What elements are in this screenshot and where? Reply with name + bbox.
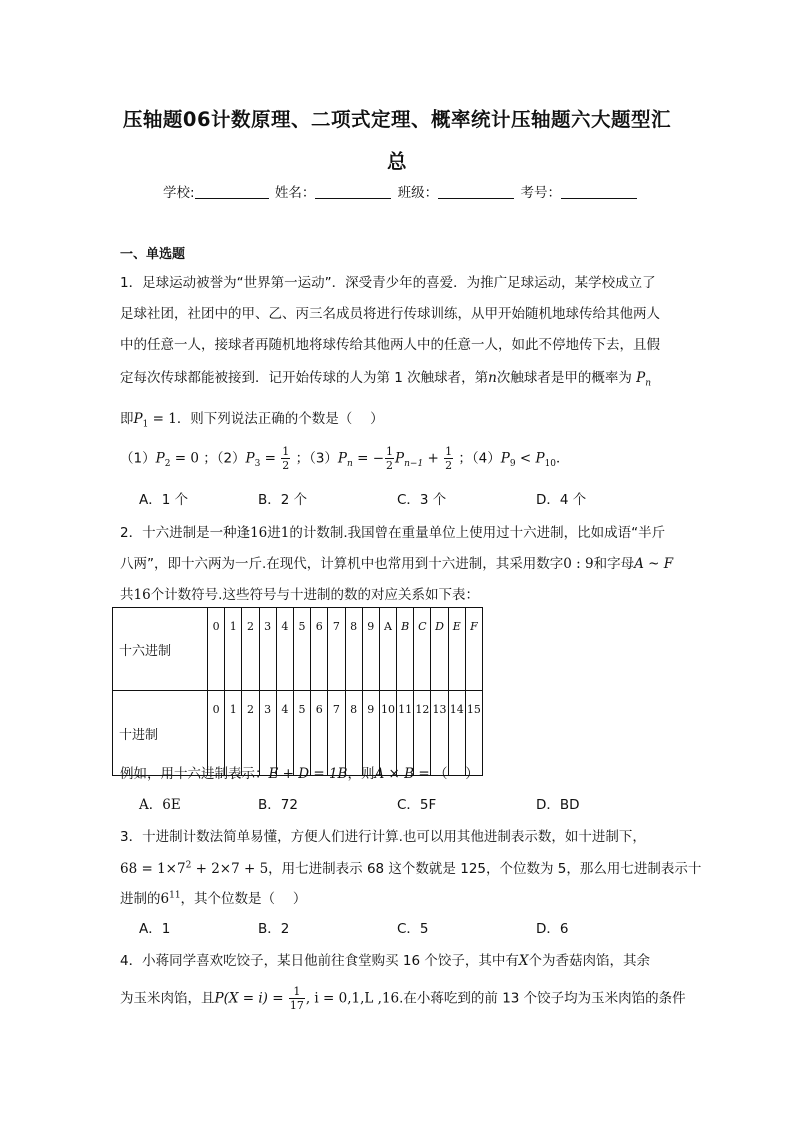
q1-s1-rest: = 0: [170, 450, 199, 467]
q2-line3-text-a: 共: [120, 587, 134, 603]
table-cell: 2: [242, 691, 259, 776]
q3-expr-b: + 2×7 + 5: [191, 861, 269, 877]
q2-line3: [120, 583, 479, 603]
q1-line5-text-a: 即: [120, 411, 134, 427]
table-cell: 9: [362, 608, 379, 691]
q1-line5-text-b: ．则下列说法正确的个数是（ ）: [176, 411, 384, 427]
hex-table: [112, 607, 483, 776]
q2-after-table: [120, 762, 479, 782]
q3-option-d[interactable]: D．6: [536, 921, 569, 937]
q1-s3-sub2: n−1: [404, 459, 424, 470]
q2-line1-text-a: 2．十六进制是一种逢: [120, 525, 251, 541]
table-cell: 8: [345, 608, 362, 691]
q3-line3-text-b: ，其个位数是（ ）: [180, 891, 307, 907]
q1-s3-num: 1: [386, 445, 394, 458]
q3-line3: [120, 887, 306, 907]
q1-s3-P: P: [337, 450, 348, 467]
q1-s4-label: ；（4）: [458, 450, 501, 467]
q4-frac-den: 17: [289, 999, 304, 1012]
school-blank: [195, 185, 269, 199]
q2-line2-text-a: 八两”，即十六两为一斤.在现代，计算机中也常用到十六进制，其采用数字: [120, 556, 564, 572]
q1-s3-plus: +: [423, 450, 444, 467]
q3-line3-text-a: 进制的: [120, 891, 161, 907]
q3-line1: 3．十进制计数法简单易懂，方便人们进行计算.也可以用其他进制表示数，如十进制下，: [120, 829, 646, 845]
hex-row-head: 十六进制: [113, 608, 208, 691]
q4-fraction: [289, 986, 305, 1011]
table-cell: 14: [448, 691, 465, 776]
table-row: [113, 608, 483, 691]
table-cell: 11: [397, 691, 414, 776]
q2-after-expr: E + D = 1B: [268, 766, 348, 782]
q1-var-n: n: [488, 370, 497, 386]
q4-frac-num: 1: [289, 986, 305, 999]
q1-s2-label: ；（2）: [203, 450, 246, 467]
table-cell: 1: [225, 691, 242, 776]
q1-s2-P: P: [245, 450, 255, 467]
table-cell: E: [448, 608, 465, 691]
q1-s4-end: ．: [556, 450, 570, 467]
q4-line2-text-a: 为玉米肉馅，且: [120, 990, 215, 1007]
q1-s2-fraction: [281, 446, 290, 471]
q1-s4-P2: P: [535, 450, 545, 467]
q3-power-exp: 11: [169, 890, 181, 901]
q2-line2: [120, 552, 673, 572]
table-cell: 0: [208, 691, 225, 776]
table-cell: 2: [242, 608, 259, 691]
page-title-line2: 总: [386, 150, 407, 173]
q1-s2-num: 1: [282, 445, 290, 458]
q1-line4-text-a: 定每次传球都能被接到．记开始传球的人为第 1 次触球者，第: [120, 370, 489, 386]
q1-s3-den: 2: [386, 459, 394, 472]
table-cell: 9: [362, 691, 379, 776]
school-label: 学校:: [163, 185, 195, 201]
q1-line5: [120, 407, 384, 430]
table-cell: 3: [259, 691, 276, 776]
q2-line1-1: 1: [280, 525, 290, 541]
q3-expr-a: 68 = 1×7: [120, 861, 186, 877]
q4-line1-text-b: 个为香菇肉馅，其余: [528, 953, 650, 969]
q2-option-c[interactable]: C．5F: [397, 797, 437, 813]
q1-s3-label: ；（3）: [295, 450, 338, 467]
q1-s3-eq: = −: [352, 450, 385, 467]
q1-option-a[interactable]: A．1 个: [139, 492, 189, 508]
q1-s1-sub: 2: [164, 459, 171, 470]
q2-option-b[interactable]: B．72: [258, 797, 298, 813]
table-cell: C: [414, 608, 431, 691]
table-cell: A: [379, 608, 396, 691]
page-title-line1: 压轴题06计数原理、二项式定理、概率统计压轴题六大题型汇: [122, 108, 672, 131]
q1-line5-P: P: [133, 411, 143, 427]
class-blank: [438, 185, 514, 199]
q1-s3-fraction2: [444, 446, 453, 471]
section-heading: 一、单选题: [120, 247, 186, 262]
q1-line3: 中的任意一人，接球者再随机地将球传给其他两人中的任意一人，如此不停地传下去，且假: [120, 337, 660, 353]
q1-line4: [120, 366, 651, 389]
table-cell: 7: [328, 608, 345, 691]
q3-line2: [120, 857, 701, 877]
q4-line1-text-a: 4．小蒋同学喜欢吃饺子，某日他前往食堂购买 16 个饺子，其中有: [120, 953, 519, 969]
exam-no-blank: [561, 185, 637, 199]
q1-s4-sub: 9: [509, 459, 516, 470]
q4-line1: [120, 949, 650, 969]
q1-s3-den2: 2: [445, 459, 453, 472]
q1-s3-P2: P: [395, 450, 405, 467]
table-cell: B: [397, 608, 414, 691]
table-cell: D: [431, 608, 448, 691]
q4-prob-expr: P(X = i) =: [214, 990, 288, 1007]
q1-s4-P: P: [500, 450, 510, 467]
table-cell: 6: [311, 608, 328, 691]
q4-line2-text-b: .在小蒋吃到的前 13 个饺子均为玉米肉馅的条件: [399, 990, 686, 1007]
table-cell: 5: [293, 691, 310, 776]
student-info-line: [163, 181, 639, 201]
q4-line2: [120, 986, 686, 1011]
q2-after-text-a: 例如，用十六进制表示：: [120, 766, 269, 782]
table-cell: 3: [259, 608, 276, 691]
q1-var-P-sub: n: [645, 378, 652, 389]
name-label: 姓名：: [274, 185, 316, 201]
q2-option-a[interactable]: A．6E: [139, 797, 181, 813]
q4-var-X: X: [518, 953, 529, 969]
q1-s1-label: （1）: [120, 450, 156, 467]
q2-line1-16: 16: [250, 525, 268, 541]
table-cell: 12: [414, 691, 431, 776]
q1-option-b[interactable]: B．2 个: [258, 492, 308, 508]
q1-s2-sub: 3: [254, 459, 261, 470]
table-cell: 0: [208, 608, 225, 691]
table-cell: 1: [225, 608, 242, 691]
table-cell: 4: [276, 608, 293, 691]
q3-option-a[interactable]: A．1: [139, 921, 171, 937]
table-cell: 6: [311, 691, 328, 776]
q1-s2-eq: =: [260, 450, 281, 467]
q2-line3-16: 16: [133, 587, 151, 603]
q2-line1: [120, 521, 665, 541]
q3-power-base: 6: [160, 891, 170, 907]
q1-s1-P: P: [155, 450, 165, 467]
table-cell: 10: [379, 691, 396, 776]
exam-no-label: 考号：: [520, 185, 561, 201]
table-cell: 15: [465, 691, 482, 776]
q2-after-expr2: A × B =: [374, 766, 434, 782]
name-blank: [315, 185, 391, 199]
q1-s4-sub2: 10: [544, 459, 557, 470]
q2-option-d[interactable]: D．BD: [536, 797, 580, 813]
q1-s4-lt: <: [515, 450, 536, 467]
q1-s2-den: 2: [282, 459, 290, 472]
table-cell: F: [465, 608, 482, 691]
q1-option-d[interactable]: D．4 个: [536, 492, 587, 508]
q2-line2-text-b: 和字母: [593, 556, 635, 572]
q4-index-range: , i = 0,1,L ,16: [305, 990, 400, 1007]
q1-s3-fraction1: [385, 446, 394, 471]
q3-line2-rest: ，用七进制表示 68 这个数就是 125，个位数为 5，那么用七进制表示十: [268, 861, 702, 877]
q1-line1: 1．足球运动被誉为“世界第一运动”．深受青少年的喜爱．为推广足球运动，某学校成立了: [120, 275, 656, 291]
table-cell: 13: [431, 691, 448, 776]
table-cell: 5: [293, 608, 310, 691]
class-label: 班级：: [397, 185, 439, 201]
q2-after-text-b: ，则: [347, 766, 375, 782]
q1-s3-num2: 1: [445, 445, 453, 458]
q2-line3-text-b: 个计数符号.这些符号与十进制的数的对应关系如下表：: [150, 587, 479, 603]
table-cell: 4: [276, 691, 293, 776]
q2-line1-text-c: 的计数制.我国曾在重量单位上使用过十六进制，比如成语“半斤: [289, 525, 666, 541]
q1-statements: [120, 446, 570, 471]
q2-line2-AF: A ~ F: [634, 556, 674, 572]
q1-var-P: P: [636, 370, 646, 386]
q2-line2-range: 0 : 9: [563, 556, 594, 572]
table-cell: 8: [345, 691, 362, 776]
q1-s3-sub: n: [347, 459, 353, 470]
q2-line1-text-b: 进: [267, 525, 281, 541]
q3-expr-sup: 2: [185, 860, 192, 871]
q1-line5-eq: = 1: [148, 411, 177, 427]
q1-line4-text-b: 次触球者是甲的概率为: [496, 370, 632, 386]
q1-line5-P-sub: 1: [142, 419, 149, 430]
q1-line2: 足球社团，社团中的甲、乙、丙三名成员将进行传球训练，从甲开始随机地球传给其他两人: [120, 306, 660, 322]
q1-option-c[interactable]: C．3 个: [397, 492, 447, 508]
dec-row-head: 十进制: [113, 691, 208, 776]
q2-after-text-c: （ ）: [433, 766, 479, 782]
table-cell: 7: [328, 691, 345, 776]
q3-option-c[interactable]: C．5: [397, 921, 429, 937]
q3-option-b[interactable]: B．2: [258, 921, 290, 937]
